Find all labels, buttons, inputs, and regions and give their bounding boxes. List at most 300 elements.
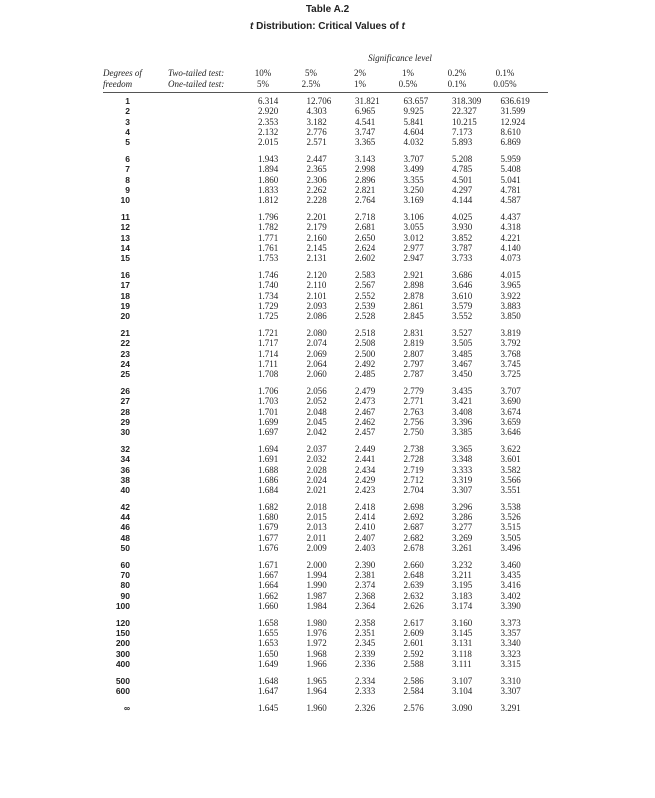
degrees-of-freedom-cell: 29 [120, 416, 130, 427]
degrees-of-freedom-cell: 9 [125, 184, 130, 195]
critical-value-cell: 1.649 [258, 659, 279, 670]
critical-value-cell: 1.686 [258, 474, 279, 485]
critical-value-cell: 2.687 [403, 522, 424, 533]
critical-value-cell: 2.896 [355, 174, 376, 185]
critical-value-cell: 2.015 [306, 512, 327, 523]
degrees-of-freedom-cell: 18 [120, 290, 130, 301]
critical-value-cell: 3.118 [452, 648, 472, 659]
critical-value-cell: 2.921 [403, 269, 424, 280]
degrees-of-freedom-cell: 5 [125, 137, 130, 148]
critical-value-cell: 2.365 [306, 164, 327, 175]
table-row [0, 253, 549, 263]
degrees-of-freedom-cell: 60 [120, 559, 130, 570]
critical-value-cell: 4.073 [500, 253, 521, 264]
critical-value-cell: 3.055 [403, 222, 424, 233]
critical-value-cell: 2.576 [403, 702, 424, 713]
critical-value-cell: 1.833 [258, 184, 279, 195]
critical-value-cell: 2.132 [258, 126, 279, 137]
table-row [0, 301, 549, 311]
critical-value-cell: 6.314 [258, 96, 279, 106]
critical-value-cell: 1.994 [306, 570, 327, 581]
degrees-of-freedom-cell: 150 [115, 628, 130, 639]
table-row [0, 212, 549, 222]
table-row [0, 580, 549, 590]
critical-value-cell: 2.682 [403, 532, 424, 543]
critical-value-cell: 31.821 [355, 96, 380, 106]
critical-value-cell: 6.965 [355, 106, 376, 117]
critical-value-cell: 2.407 [355, 532, 376, 543]
degrees-of-freedom-cell: 80 [120, 580, 130, 591]
critical-value-cell: 1.688 [258, 464, 279, 475]
critical-value-cell: 2.571 [306, 137, 327, 148]
critical-value-cell: 3.390 [500, 601, 521, 612]
critical-value-cell: 3.396 [452, 416, 473, 427]
critical-value-cell: 4.015 [500, 269, 521, 280]
critical-value-cell: 3.674 [500, 406, 521, 417]
critical-value-cell: 2.201 [306, 211, 327, 222]
critical-value-cell: 2.632 [403, 590, 424, 601]
critical-value-cell: 4.297 [452, 184, 473, 195]
table-row [0, 338, 549, 348]
table-row [0, 703, 549, 713]
critical-value-cell: 2.552 [355, 290, 376, 301]
critical-value-cell: 3.527 [452, 327, 473, 338]
critical-value-cell: 1.753 [258, 253, 279, 264]
critical-value-cell: 2.032 [306, 454, 327, 465]
one-tailed-level: 0.05% [493, 79, 517, 89]
header-rule [103, 92, 548, 93]
critical-value-cell: 318.309 [452, 96, 482, 106]
critical-value-cell: 2.403 [355, 543, 376, 554]
critical-value-cell: 1.734 [258, 290, 279, 301]
critical-value-cell: 2.024 [306, 474, 327, 485]
critical-value-cell: 3.850 [500, 311, 521, 322]
critical-value-cell: 1.746 [258, 269, 279, 280]
critical-value-cell: 2.712 [403, 474, 424, 485]
critical-value-cell: 1.984 [306, 601, 327, 612]
critical-value-cell: 2.467 [355, 406, 376, 417]
critical-value-cell: 4.025 [452, 211, 473, 222]
table-row [0, 427, 549, 437]
critical-value-cell: 1.647 [258, 686, 279, 697]
critical-value-cell: 1.725 [258, 311, 279, 322]
critical-value-cell: 2.660 [403, 559, 424, 570]
degrees-of-freedom-cell: 23 [120, 348, 130, 359]
critical-value-cell: 3.182 [306, 116, 327, 127]
critical-value-cell: 2.028 [306, 464, 327, 475]
table-row [0, 154, 549, 164]
one-tailed-level: 0.1% [447, 79, 467, 89]
critical-value-cell: 1.717 [258, 338, 279, 349]
critical-value-cell: 1.650 [258, 648, 279, 659]
critical-value-cell: 2.306 [306, 174, 327, 185]
critical-value-cell: 2.423 [355, 485, 376, 496]
table-row [0, 475, 549, 485]
critical-value-cell: 2.368 [355, 590, 376, 601]
critical-value-cell: 3.467 [452, 358, 473, 369]
degrees-of-freedom-cell: 10 [120, 195, 130, 206]
critical-value-cell: 3.195 [452, 580, 473, 591]
critical-value-cell: 1.964 [306, 686, 327, 697]
critical-value-cell: 2.021 [306, 485, 327, 496]
critical-values-table [0, 96, 549, 713]
critical-value-cell: 3.183 [452, 590, 473, 601]
critical-value-cell: 3.579 [452, 300, 473, 311]
critical-value-cell: 2.353 [258, 116, 279, 127]
critical-value-cell: 1.701 [258, 406, 279, 417]
critical-value-cell: 2.018 [306, 501, 327, 512]
degrees-of-freedom-cell: 400 [115, 659, 130, 670]
critical-value-cell: 1.987 [306, 590, 327, 601]
critical-value-cell: 2.698 [403, 501, 424, 512]
critical-value-cell: 3.131 [452, 638, 473, 649]
two-tailed-label: Two-tailed test: [168, 68, 225, 78]
critical-value-cell: 3.333 [452, 464, 473, 475]
degrees-of-freedom-cell: 46 [120, 522, 130, 533]
table-row [0, 349, 549, 359]
critical-value-cell: 4.221 [500, 232, 521, 243]
table-row [0, 407, 549, 417]
critical-value-cell: 2.179 [306, 222, 327, 233]
degrees-of-freedom-cell: 50 [120, 543, 130, 554]
degrees-of-freedom-cell: 34 [120, 454, 130, 465]
critical-value-cell: 3.965 [500, 280, 521, 291]
table-row [0, 291, 549, 301]
critical-value-cell: 2.013 [306, 522, 327, 533]
critical-value-cell: 2.434 [355, 464, 376, 475]
critical-value-cell: 2.037 [306, 443, 327, 454]
critical-value-cell: 4.144 [452, 195, 473, 206]
degrees-of-freedom-cell: 44 [120, 512, 130, 523]
table-row [0, 676, 549, 686]
degrees-of-freedom-cell: 100 [115, 601, 130, 612]
critical-value-cell: 3.622 [500, 443, 521, 454]
degrees-of-freedom-cell: 38 [120, 474, 130, 485]
degrees-of-freedom-cell: 48 [120, 532, 130, 543]
degrees-label: Degrees of [103, 68, 142, 78]
critical-value-cell: 2.845 [403, 311, 424, 322]
critical-value-cell: 8.610 [500, 126, 521, 137]
critical-value-cell: 5.893 [452, 137, 473, 148]
critical-value-cell: 2.339 [355, 648, 376, 659]
degrees-of-freedom-cell: 30 [120, 427, 130, 438]
critical-value-cell: 1.740 [258, 280, 279, 291]
critical-value-cell: 2.473 [355, 396, 376, 407]
critical-value-cell: 3.365 [355, 137, 376, 148]
degrees-of-freedom-cell: 6 [125, 153, 130, 164]
critical-value-cell: 3.296 [452, 501, 473, 512]
degrees-of-freedom-cell: 90 [120, 590, 130, 601]
subtitle-t-symbol: t [249, 21, 254, 32]
critical-value-cell: 3.355 [403, 174, 424, 185]
critical-value-cell: 3.310 [500, 675, 521, 686]
subtitle-text: Distribution: Critical Values of [253, 21, 402, 32]
critical-value-cell: 3.340 [500, 638, 521, 649]
critical-value-cell: 2.009 [306, 543, 327, 554]
one-tailed-level: 1% [354, 79, 366, 89]
critical-value-cell: 2.819 [403, 338, 424, 349]
two-tailed-level: 10% [254, 68, 272, 78]
critical-value-cell: 1.667 [258, 570, 279, 581]
degrees-of-freedom-cell: 40 [120, 485, 130, 496]
column-header [335, 68, 385, 90]
critical-value-cell: 3.792 [500, 338, 521, 349]
critical-value-cell: 2.479 [355, 385, 376, 396]
critical-value-cell: 1.990 [306, 580, 327, 591]
critical-value-cell: 3.582 [500, 464, 521, 475]
critical-value-cell: 3.160 [452, 617, 473, 628]
subtitle-t-symbol-2: t [401, 21, 406, 32]
critical-value-cell: 2.692 [403, 512, 424, 523]
critical-value-cell: 2.764 [355, 195, 376, 206]
critical-value-cell: 3.747 [355, 126, 376, 137]
column-header [480, 68, 530, 90]
critical-value-cell: 2.738 [403, 443, 424, 454]
critical-value-cell: 2.110 [306, 280, 327, 291]
table-row [0, 106, 549, 116]
critical-value-cell: 3.416 [500, 580, 521, 591]
degrees-of-freedom-cell: 1 [125, 96, 130, 106]
critical-value-cell: 3.930 [452, 222, 473, 233]
critical-value-cell: 2.228 [306, 195, 327, 206]
table-row [0, 195, 549, 205]
critical-value-cell: 2.492 [355, 358, 376, 369]
critical-value-cell: 1.645 [258, 702, 279, 713]
critical-value-cell: 2.485 [355, 369, 376, 380]
critical-value-cell: 3.277 [452, 522, 473, 533]
degrees-of-freedom-cell: 12 [120, 222, 130, 233]
critical-value-cell: 2.539 [355, 300, 376, 311]
critical-value-cell: 3.435 [500, 570, 521, 581]
degrees-of-freedom-cell: 70 [120, 570, 130, 581]
critical-value-cell: 2.262 [306, 184, 327, 195]
critical-value-cell: 2.583 [355, 269, 376, 280]
critical-value-cell: 1.943 [258, 153, 279, 164]
critical-value-cell: 2.624 [355, 242, 376, 253]
critical-value-cell: 2.861 [403, 300, 424, 311]
critical-value-cell: 2.449 [355, 443, 376, 454]
critical-value-cell: 3.686 [452, 269, 473, 280]
degrees-of-freedom-cell: 120 [115, 617, 130, 628]
critical-value-cell: 3.402 [500, 590, 521, 601]
critical-value-cell: 3.408 [452, 406, 473, 417]
critical-value-cell: 3.323 [500, 648, 521, 659]
critical-value-cell: 2.920 [258, 106, 279, 117]
table-row [0, 359, 549, 369]
degrees-of-freedom-cell: 42 [120, 501, 130, 512]
critical-value-cell: 2.648 [403, 570, 424, 581]
critical-value-cell: 1.860 [258, 174, 279, 185]
critical-value-cell: 2.374 [355, 580, 376, 591]
table-row [0, 117, 549, 127]
critical-value-cell: 2.052 [306, 396, 327, 407]
table-row [0, 570, 549, 580]
critical-value-cell: 2.500 [355, 348, 376, 359]
critical-value-cell: 3.505 [452, 338, 473, 349]
critical-value-cell: 636.619 [500, 96, 530, 106]
one-tailed-level: 2.5% [301, 79, 321, 89]
critical-value-cell: 3.526 [500, 512, 521, 523]
critical-value-cell: 3.211 [452, 570, 472, 581]
critical-value-cell: 2.101 [306, 290, 327, 301]
critical-value-cell: 3.269 [452, 532, 473, 543]
critical-value-cell: 1.721 [258, 327, 279, 338]
critical-value-cell: 3.106 [403, 211, 424, 222]
table-row [0, 185, 549, 195]
critical-value-cell: 1.706 [258, 385, 279, 396]
critical-value-cell: 5.208 [452, 153, 473, 164]
table-row [0, 280, 549, 290]
critical-value-cell: 1.664 [258, 580, 279, 591]
degrees-of-freedom-cell: 21 [120, 327, 130, 338]
column-header [432, 68, 482, 90]
critical-value-cell: 1.782 [258, 222, 279, 233]
critical-value-cell: 2.390 [355, 559, 376, 570]
critical-value-cell: 3.552 [452, 311, 473, 322]
critical-value-cell: 2.609 [403, 628, 424, 639]
critical-value-cell: 3.307 [500, 686, 521, 697]
critical-value-cell: 3.768 [500, 348, 521, 359]
critical-value-cell: 3.852 [452, 232, 473, 243]
table-row [0, 601, 549, 611]
critical-value-cell: 2.678 [403, 543, 424, 554]
degrees-of-freedom-cell: 19 [120, 300, 130, 311]
degrees-of-freedom-cell: 36 [120, 464, 130, 475]
critical-value-cell: 2.878 [403, 290, 424, 301]
critical-value-cell: 9.925 [403, 106, 424, 117]
critical-value-cell: 4.785 [452, 164, 473, 175]
critical-value-cell: 2.592 [403, 648, 424, 659]
degrees-of-freedom-cell: 15 [120, 253, 130, 264]
column-header [286, 68, 336, 90]
critical-value-cell: 3.145 [452, 628, 473, 639]
critical-value-cell: 1.679 [258, 522, 279, 533]
degrees-of-freedom-cell: 22 [120, 338, 130, 349]
degrees-of-freedom-cell: 32 [120, 443, 130, 454]
critical-value-cell: 2.056 [306, 385, 327, 396]
degrees-of-freedom-cell: 7 [125, 164, 130, 175]
critical-value-cell: 2.756 [403, 416, 424, 427]
critical-value-cell: 2.704 [403, 485, 424, 496]
critical-value-cell: 3.496 [500, 543, 521, 554]
critical-value-cell: 3.174 [452, 601, 473, 612]
critical-value-cell: 7.173 [452, 126, 473, 137]
critical-value-cell: 2.821 [355, 184, 376, 195]
critical-value-cell: 3.104 [452, 686, 473, 697]
table-row [0, 386, 549, 396]
critical-value-cell: 2.080 [306, 327, 327, 338]
two-tailed-level: 2% [354, 68, 366, 78]
critical-value-cell: 1.708 [258, 369, 279, 380]
critical-value-cell: 2.333 [355, 686, 376, 697]
table-row [0, 560, 549, 570]
table-row [0, 659, 549, 669]
critical-value-cell: 2.086 [306, 311, 327, 322]
critical-value-cell: 1.796 [258, 211, 279, 222]
degrees-of-freedom-cell: 200 [115, 638, 130, 649]
test-type-labels [168, 68, 224, 90]
table-row [0, 444, 549, 454]
critical-value-cell: 2.602 [355, 253, 376, 264]
critical-value-cell: 2.998 [355, 164, 376, 175]
degrees-of-freedom-cell: 25 [120, 369, 130, 380]
freedom-label: freedom [103, 79, 133, 89]
critical-value-cell: 2.429 [355, 474, 376, 485]
critical-value-cell: 3.538 [500, 501, 521, 512]
critical-value-cell: 2.447 [306, 153, 327, 164]
critical-value-cell: 3.365 [452, 443, 473, 454]
critical-value-cell: 1.648 [258, 675, 279, 686]
degrees-of-freedom-cell: 500 [115, 675, 130, 686]
critical-value-cell: 3.733 [452, 253, 473, 264]
critical-value-cell: 2.518 [355, 327, 376, 338]
critical-value-cell: 1.694 [258, 443, 279, 454]
table-row [0, 591, 549, 601]
critical-value-cell: 3.460 [500, 559, 521, 570]
critical-value-cell: 3.421 [452, 396, 473, 407]
critical-value-cell: 2.797 [403, 358, 424, 369]
critical-value-cell: 4.303 [306, 106, 327, 117]
one-tailed-label: One-tailed test: [168, 79, 225, 89]
critical-value-cell: 2.093 [306, 300, 327, 311]
critical-value-cell: 3.286 [452, 512, 473, 523]
critical-value-cell: 2.410 [355, 522, 376, 533]
degrees-of-freedom-cell: 26 [120, 385, 130, 396]
one-tailed-level: 0.5% [398, 79, 418, 89]
critical-value-cell: 31.599 [500, 106, 526, 117]
table-row [0, 243, 549, 253]
critical-value-cell: 2.977 [403, 242, 424, 253]
critical-value-cell: 4.587 [500, 195, 521, 206]
degrees-of-freedom-cell: 14 [120, 242, 130, 253]
critical-value-cell: 1.680 [258, 512, 279, 523]
critical-value-cell: 3.435 [452, 385, 473, 396]
two-tailed-level: 1% [402, 68, 414, 78]
critical-value-cell: 2.719 [403, 464, 424, 475]
critical-value-cell: 3.551 [500, 485, 521, 496]
degrees-of-freedom-cell: 17 [120, 280, 130, 291]
critical-value-cell: 3.107 [452, 675, 473, 686]
critical-value-cell: 4.318 [500, 222, 521, 233]
critical-value-cell: 1.812 [258, 195, 279, 206]
critical-value-cell: 1.697 [258, 427, 279, 438]
critical-value-cell: 1.655 [258, 628, 279, 639]
critical-value-cell: 1.729 [258, 300, 279, 311]
table-row [0, 533, 549, 543]
table-title: Table A.2 [305, 4, 350, 15]
critical-value-cell: 1.691 [258, 454, 279, 465]
critical-value-cell: 1.658 [258, 617, 279, 628]
table-row [0, 686, 549, 696]
critical-value-cell: 2.457 [355, 427, 376, 438]
critical-value-cell: 63.657 [403, 96, 429, 106]
critical-value-cell: 3.307 [452, 485, 473, 496]
critical-value-cell: 2.131 [306, 253, 327, 264]
critical-value-cell: 3.646 [452, 280, 473, 291]
table-row [0, 512, 549, 522]
table-row [0, 454, 549, 464]
critical-value-cell: 3.819 [500, 327, 521, 338]
critical-value-cell: 2.626 [403, 601, 424, 612]
critical-value-cell: 2.074 [306, 338, 327, 349]
column-header [238, 68, 288, 90]
critical-value-cell: 4.032 [403, 137, 424, 148]
degrees-of-freedom-cell: 20 [120, 311, 130, 322]
critical-value-cell: 1.699 [258, 416, 279, 427]
table-row [0, 222, 549, 232]
table-row [0, 164, 549, 174]
degrees-of-freedom-cell: 13 [120, 232, 130, 243]
